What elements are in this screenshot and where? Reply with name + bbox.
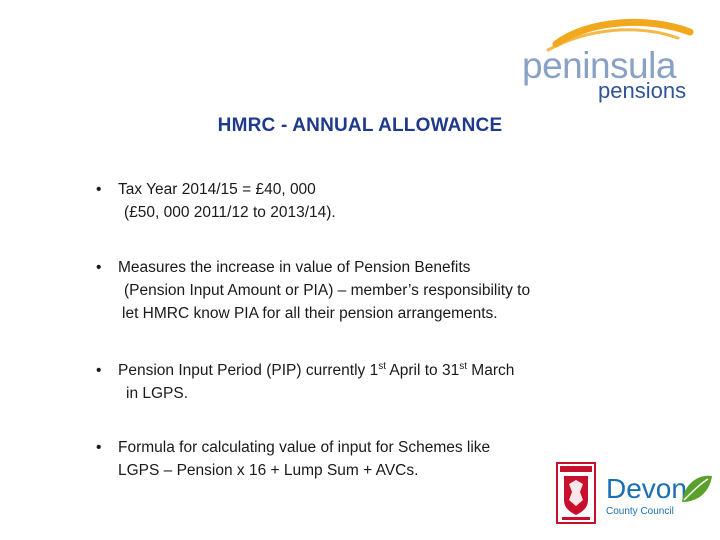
devon-county-council-logo	[606, 472, 716, 532]
bullet-dot: •	[96, 259, 102, 276]
bullet-item-3	[96, 359, 514, 405]
bullet-3-text-a: Pension Input Period (PIP) currently 1	[118, 362, 379, 379]
bullet-dot: •	[96, 439, 102, 456]
logo-text-pensions: pensions	[598, 78, 687, 103]
bullet-3-line-1	[118, 359, 514, 382]
superscript-st-1: st	[378, 361, 386, 372]
leaf-icon	[678, 472, 714, 506]
superscript-st-2: st	[459, 361, 467, 372]
bullet-item-4	[96, 436, 490, 482]
bullet-2-line-2: (Pension Input Amount or PIA) – member’s responsibility to	[124, 282, 531, 299]
bullet-4-line-1: Formula for calculating value of input for Schemes like	[118, 439, 491, 456]
bullet-item-2	[96, 256, 530, 325]
devon-logo-subtext: County Council	[606, 506, 674, 517]
bullet-1-line-1: Tax Year 2014/15 = £40, 000	[118, 181, 316, 198]
bullet-3-text-b: April to 31	[385, 362, 460, 379]
bullet-dot: •	[96, 362, 102, 379]
bullet-1-line-2: (£50, 000 2011/12 to 2013/14).	[124, 204, 336, 221]
logo-text-peninsula: peninsula	[522, 45, 676, 86]
bullet-2-line-1: Measures the increase in value of Pension Benefits	[118, 259, 471, 276]
bullet-dot: •	[96, 181, 102, 198]
bullet-4-line-2: LGPS – Pension x 16 + Lump Sum + AVCs.	[118, 462, 419, 479]
slide-title: HMRC - ANNUAL ALLOWANCE	[217, 115, 503, 136]
bullet-3-text-c: March	[467, 362, 515, 379]
somerset-council-logo	[556, 462, 596, 524]
peninsula-pensions-logo	[518, 14, 698, 103]
bullet-2-line-3: let HMRC know PIA for all their pension arrangements.	[122, 305, 498, 322]
devon-logo-text: Devon	[606, 473, 687, 504]
bullet-item-1	[96, 178, 336, 224]
bullet-3-line-2: in LGPS.	[126, 385, 189, 402]
